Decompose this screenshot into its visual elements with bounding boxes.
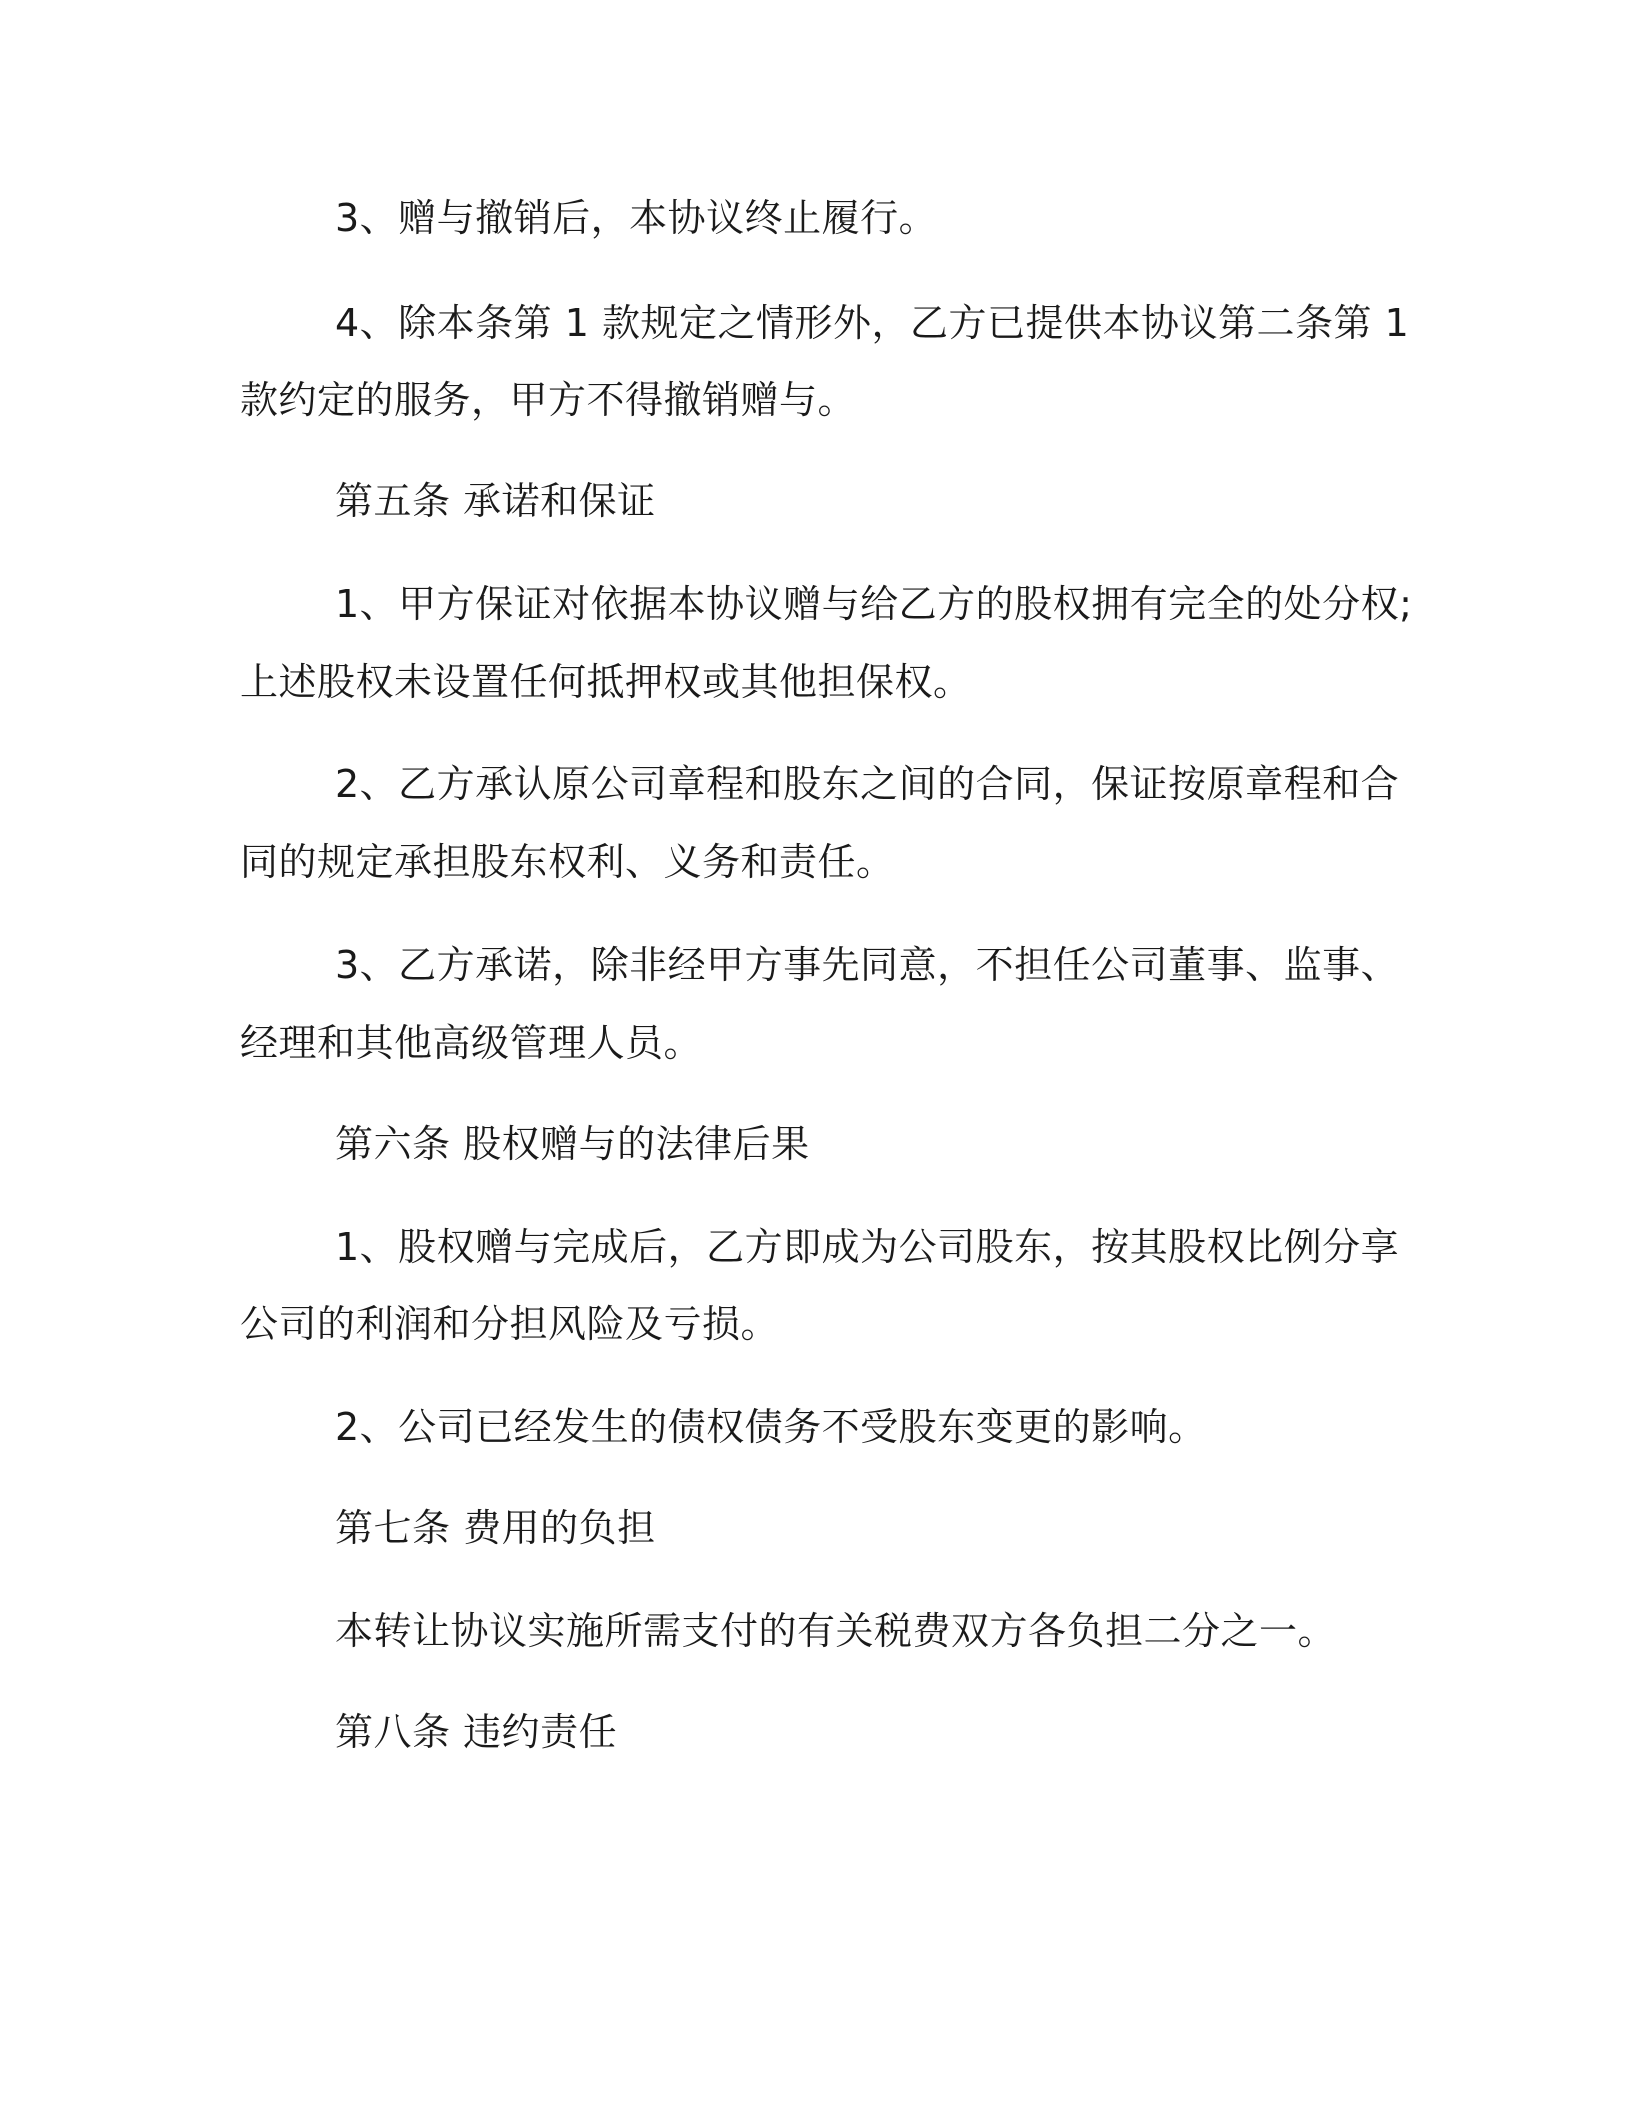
clause-5-item-1-line-1: 1、甲方保证对依据本协议赠与给乙方的股权拥有完全的处分权;	[335, 582, 1413, 626]
clause-4-item-4-line-2: 款约定的服务，甲方不得撤销赠与。	[240, 378, 857, 422]
clause-5-item-2-line-1: 2、乙方承认原公司章程和股东之间的合同，保证按原章程和合	[335, 762, 1400, 806]
article-5-heading: 第五条 承诺和保证	[335, 479, 656, 523]
clause-5-item-2-line-2: 同的规定承担股东权利、义务和责任。	[240, 840, 895, 884]
clause-5-item-3-line-1: 3、乙方承诺，除非经甲方事先同意，不担任公司董事、监事、	[335, 943, 1400, 987]
clause-6-item-2: 2、公司已经发生的债权债务不受股东变更的影响。	[335, 1405, 1207, 1449]
clause-4-item-4-line-1: 4、除本条第 1 款规定之情形外，乙方已提供本协议第二条第 1	[335, 301, 1410, 345]
article-7-heading: 第七条 费用的负担	[335, 1506, 656, 1550]
clause-4-item-3: 3、赠与撤销后，本协议终止履行。	[335, 196, 938, 240]
clause-5-item-1-line-2: 上述股权未设置任何抵押权或其他担保权。	[240, 660, 972, 704]
article-8-heading: 第八条 违约责任	[335, 1710, 618, 1754]
clause-7-text: 本转让协议实施所需支付的有关税费双方各负担二分之一。	[335, 1609, 1337, 1653]
clause-6-item-1-line-1: 1、股权赠与完成后，乙方即成为公司股东，按其股权比例分享	[335, 1225, 1400, 1269]
article-6-heading: 第六条 股权赠与的法律后果	[335, 1122, 810, 1166]
clause-5-item-3-line-2: 经理和其他高级管理人员。	[240, 1021, 703, 1065]
clause-6-item-1-line-2: 公司的利润和分担风险及亏损。	[240, 1302, 780, 1346]
